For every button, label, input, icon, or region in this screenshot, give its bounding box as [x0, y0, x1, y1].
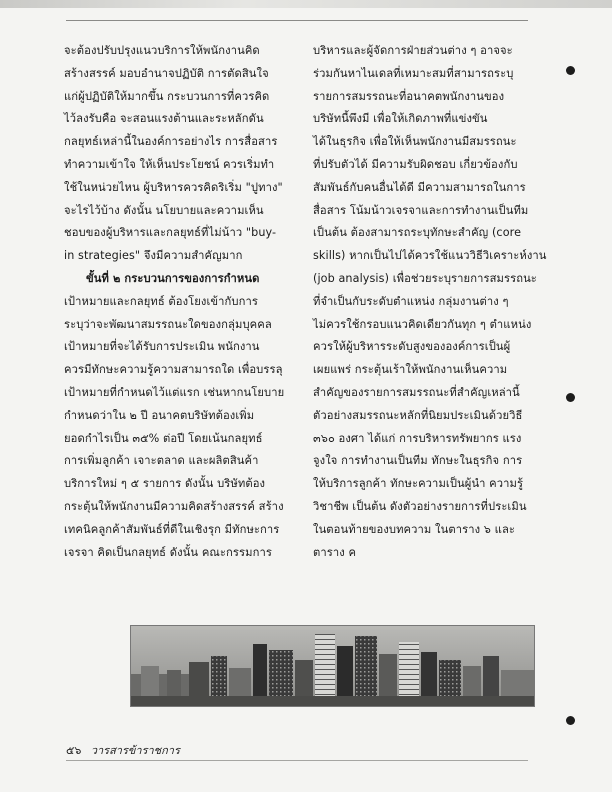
text-line: วิชาชีพ เป็นต้น ดังตัวอย่างรายการที่ประเมิน [313, 499, 527, 513]
text-line: ระบุว่าจะพัฒนาสมรรถนะใดของกลุ่มบุคคล [64, 317, 272, 331]
text-line: เป็นต้น ต้องสามารถระบุทักษะสำคัญ (core [313, 226, 522, 240]
text-line: จะไรไว้บ้าง ดังนั้น นโยบายและความเห็น [64, 203, 264, 217]
journal-name: วารสารข้าราชการ [90, 744, 180, 757]
binding-hole-icon [566, 66, 575, 75]
text-line: ไว้ลงรับคือ จะสอนแรงต้านและระหลักดัน [64, 112, 264, 126]
text-line: ได้ในธุรกิจ เพื่อให้เห็นพนักงานมีสมรรถนะ [313, 135, 517, 149]
top-scan-strip [0, 0, 612, 8]
text-line: ไม่ควรใช้กรอบแนวคิดเดียวกันทุก ๆ ตำแหน่ง [313, 317, 532, 331]
text-line: การเพิ่มลูกค้า เจาะตลาด และผลิตสินค้า [64, 454, 259, 468]
text-line: ที่จำเป็นกับระดับตำแหน่ง กลุ่มงานต่าง ๆ [313, 294, 509, 308]
text-line: in strategies" จึงมีความสำคัญมาก [64, 249, 243, 263]
text-line: สำคัญของรายการสมรรถนะที่สำคัญเหล่านี้ [313, 385, 520, 399]
text-line: skills) หากเป็นไปได้ควรใช้แนววิธีวิเคราะห์งาน [313, 249, 547, 263]
text-line: จูงใจ การทำงานเป็นทีม ทักษะในธุรกิจ การ [313, 454, 523, 468]
text-line: เทคนิคลูกค้าสัมพันธ์ที่ดีในเชิงรุก มีทักษะการ [64, 522, 280, 536]
text-line: เผยแพร่ กระตุ้นเร้าให้พนักงานเห็นความ [313, 363, 508, 377]
text-line: บริษัทนี้พึงมี เพื่อให้เกิดภาพที่แข่งขัน [313, 112, 488, 126]
text-line: ควรมีทักษะความรู้ความสามารถใด เพื่อบรรลุ [64, 363, 283, 377]
page-number: ๕๖ [66, 744, 82, 757]
text-line: ในตอนท้ายของบทความ ในตาราง ๖ และ [313, 522, 516, 536]
text-line: รายการสมรรถนะที่อนาคตพนักงานของ [313, 89, 505, 103]
text-line: ร่วมกันหาไนเดลที่เหมาะสมที่สามารถระบุ [313, 66, 514, 80]
text-line: เป้าหมายและกลยุทธ์ ต้องโยงเข้ากับการ [64, 294, 258, 308]
text-line: ใช้ในหน่วยไหน ผู้บริหารควรคิดริเริ่ม "ปูทาง" [64, 180, 283, 194]
binding-hole-icon [566, 393, 575, 402]
text-line: ทำความเข้าใจ ให้เห็นประโยชน์ ควรเริ่มทำ [64, 157, 275, 171]
text-line: กำหนดว่าใน ๒ ปี อนาคตบริษัทต้องเพิ่ม [64, 408, 255, 422]
text-line: บริการใหม่ ๆ ๕ รายการ ดังนั้น บริษัทต้อง [64, 477, 266, 491]
text-line: เป้าหมายที่กำหนดไว้แต่แรก เช่นหากนโยบาย [64, 385, 285, 399]
text-line: เจรจา คิดเป็นกลยุทธ์ ดังนั้น คณะกรรมการ [64, 545, 272, 559]
right-text-column [313, 40, 547, 564]
text-line: ชอบของผู้บริหารและกลยุทธ์ที่ไม่น้าว "buy- [64, 226, 277, 240]
text-line: ยอดกำไรเป็น ๓๕% ต่อปี โดยเน้นกลยุทธ์ [64, 431, 263, 445]
text-line: สัมพันธ์กับคนอื่นได้ดี มีความสามารถในการ [313, 180, 526, 194]
header-rule [66, 20, 528, 21]
text-line: (job analysis) เพื่อช่วยระบุรายการสมรรถนะ [313, 271, 537, 285]
text-line: ที่ปรับตัวได้ มีความรับผิดชอบ เกี่ยวข้องกับ [313, 157, 518, 171]
step-heading-line: ขั้นที่ ๒ กระบวนการของการกำหนด [86, 271, 260, 285]
text-line: ตัวอย่างสมรรถนะหลักที่นิยมประเมินด้วยวิธี [313, 408, 523, 422]
text-line: แก่ผู้ปฏิบัติให้มากขึ้น กระบวนการที่ควรคิด [64, 89, 270, 103]
footer-rule [66, 760, 528, 761]
text-line: กลยุทธ์เหล่านี้ในองค์การอย่างไร การสื่อสาร [64, 135, 278, 149]
text-line: กระตุ้นให้พนักงานมีความคิดสร้างสรรค์ สร้าง [64, 499, 284, 513]
text-line: สร้างสรรค์ มอบอำนาจปฏิบัติ การตัดสินใจ [64, 66, 269, 80]
text-line: ๓๖๐ องศา ได้แก่ การบริหารทรัพยากร แรง [313, 431, 522, 445]
page-footer [66, 741, 180, 759]
text-line: ตาราง ค [313, 545, 357, 559]
text-line: จะต้องปรับปรุงแนวบริการให้พนักงานคิด [64, 44, 260, 57]
city-skyline-photo [130, 625, 535, 707]
text-line: เป้าหมายที่จะได้รับการประเมิน พนักงาน [64, 340, 260, 354]
binding-hole-icon [566, 716, 575, 725]
text-line: สื่อสาร โน้มน้าวเจรจาและการทำงานเป็นทีม [313, 203, 529, 217]
text-line: ควรให้ผู้บริหารระดับสูงขององค์การเป็นผู้ [313, 340, 511, 354]
text-line: ให้บริการลูกค้า ทักษะความเป็นผู้นำ ความรู้ [313, 477, 524, 491]
left-text-column [64, 40, 285, 564]
text-line: บริหารและผู้จัดการฝ่ายส่วนต่าง ๆ อาจจะ [313, 44, 513, 57]
